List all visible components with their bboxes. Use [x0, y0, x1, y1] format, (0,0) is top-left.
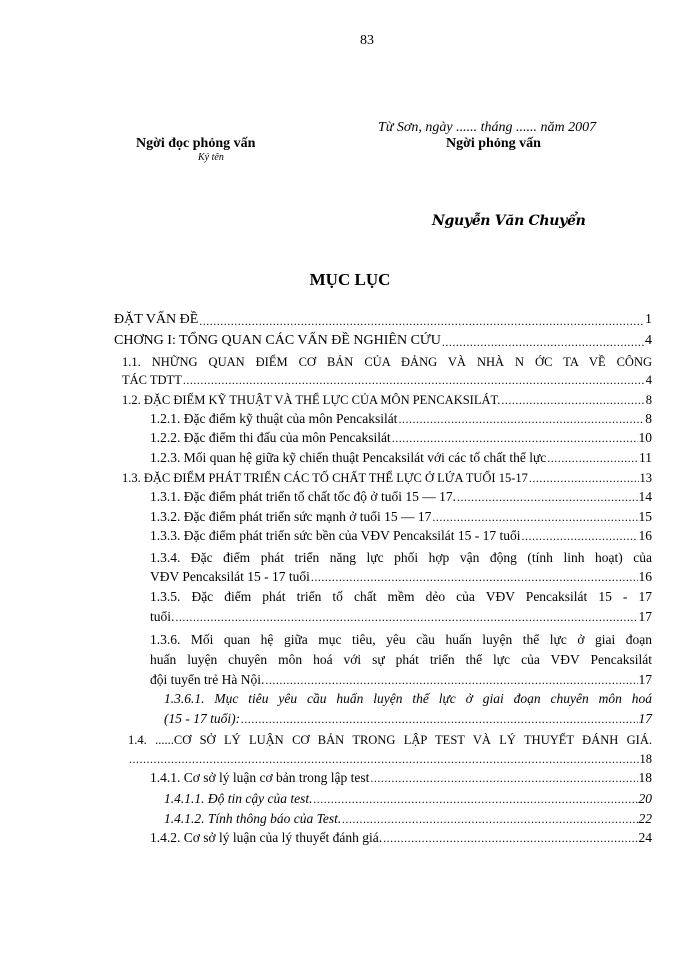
toc-entry-text: tuổi.	[150, 608, 175, 624]
reader-label: Ngời đọc phỏng vấn	[136, 136, 256, 151]
toc-leader	[342, 813, 637, 825]
toc-entry-text: 1.2.3. Mối quan hệ giữa kỹ chiến thuật Pencaksilát với các tố chất thể lực	[150, 449, 547, 465]
toc-entry[interactable]	[150, 648, 652, 666]
toc-entry-text: 1.2.2. Đặc điểm thi đấu của môn Pencaksilát	[150, 429, 391, 445]
toc-leader	[199, 315, 644, 327]
toc-leader	[442, 336, 644, 348]
toc-entry-page: 4	[645, 333, 652, 348]
toc-entry-text: (15 - 17 tuổi):	[164, 710, 241, 726]
toc-leader	[370, 772, 637, 784]
toc-entry-page: 11	[639, 449, 652, 465]
toc-entry[interactable]	[150, 546, 652, 564]
toc-leader	[383, 832, 637, 844]
toc-entry-text: 1.4.1.2. Tính thông báo của Test.	[164, 810, 342, 826]
toc-entry[interactable]	[122, 350, 652, 368]
toc-entry-text: 1.4.2. Cơ sở lý luận của lý thuyết đánh giá.	[150, 829, 383, 845]
toc-leader	[522, 530, 638, 542]
toc-leader	[457, 491, 638, 503]
toc-entry-text: 1.3.6.1. Mục tiêu yêu cầu huấn luyện thể lực ở giai đoạn chuyên môn hoá	[164, 690, 652, 706]
toc-entry[interactable]	[164, 707, 652, 725]
date-line: Từ Sơn, ngày ...... tháng ...... năm 2007	[378, 120, 597, 135]
toc-leader	[311, 571, 638, 583]
toc-entry-text: CHƠNG I: TỔNG QUAN CÁC VẤN ĐỀ NGHIÊN CỨU	[114, 333, 441, 348]
toc-entry[interactable]	[150, 826, 652, 844]
reader-sign-label: Ký tên	[198, 152, 224, 163]
toc-entry[interactable]	[150, 605, 652, 623]
toc-entry-text: VĐV Pencaksilát 15 - 17 tuổi	[150, 568, 310, 584]
signature-name: Nguyễn Văn Chuyển	[432, 213, 586, 229]
toc-entry[interactable]	[150, 565, 652, 583]
toc-entry-text: 1.3.3. Đặc điểm phát triển sức bền của VĐV Pencaksilát 15 - 17 tuổi	[150, 527, 521, 543]
toc-entry-page: 20	[638, 790, 652, 806]
toc-entry-page: 24	[638, 829, 652, 845]
toc-entry-text: 1.2.1. Đặc điểm kỹ thuật của môn Pencaksilát	[150, 410, 398, 426]
toc-entry-text: 1.3.2. Đặc điểm phát triển sức mạnh ở tuổi 15 — 17	[150, 508, 432, 524]
toc-entry-page: 13	[639, 470, 652, 485]
toc-entry-text: 1.3.1. Đặc điểm phát triển tố chất tốc độ ở tuổi 15 — 17.	[150, 488, 456, 504]
toc-leader	[241, 713, 637, 725]
toc-entry[interactable]	[128, 747, 652, 765]
toc-leader	[183, 374, 645, 386]
toc-entry[interactable]	[128, 728, 652, 746]
toc-leader	[313, 793, 637, 805]
toc-leader	[432, 511, 637, 523]
toc-leader	[265, 674, 637, 686]
interviewer-label: Ngời phỏng vấn	[446, 136, 541, 151]
toc-entry[interactable]	[164, 687, 652, 705]
toc-entry-text: TÁC TDTT	[122, 372, 182, 387]
toc-leader	[129, 753, 639, 765]
toc-entry-text: 1.3.6. Mối quan hệ giữa mục tiêu, yêu cầu huấn luyện thể lực ở giai đoạn	[150, 631, 652, 647]
toc-entry-page: 8	[645, 392, 652, 407]
toc-entry-page: 8	[645, 410, 652, 426]
toc-entry-text: huấn luyện chuyên môn hoá với sự phát triển thể lực của VĐV Pencaksilát	[150, 651, 652, 667]
toc-entry-page: 10	[638, 429, 652, 445]
toc-leader	[392, 432, 638, 444]
toc-entry[interactable]	[150, 407, 652, 425]
toc-entry[interactable]	[150, 505, 652, 523]
toc-entry[interactable]	[114, 309, 652, 327]
toc-entry[interactable]	[150, 426, 652, 444]
toc-entry-text: 1.4.1. Cơ sở lý luận cơ bản trong lập test	[150, 769, 370, 785]
toc-entry-page: 15	[638, 508, 652, 524]
toc-leader	[175, 611, 637, 623]
toc-entry[interactable]	[150, 668, 652, 686]
toc-title: MỤC LỤC	[309, 270, 391, 289]
toc-entry-text: 1.3.5. Đặc điểm phát triển tố chất mềm dẻo của VĐV Pencaksilát 15 - 17	[150, 588, 652, 604]
toc-entry[interactable]	[150, 524, 652, 542]
toc-entry[interactable]	[164, 807, 652, 825]
toc-entry-page: 18	[639, 751, 652, 766]
toc-entry-page: 16	[638, 527, 652, 543]
toc-entry-text: ĐẶT VẤN ĐỀ	[114, 312, 199, 327]
toc-entry-text: 1.2. ĐẶC ĐIỂM KỸ THUẬT VÀ THỂ LỰC CỦA MÔN PENCAKSILÁT.	[122, 392, 501, 407]
toc-entry-page: 17	[638, 671, 652, 687]
toc-entry-page: 17	[638, 710, 652, 726]
toc-entry-text: 1.1. NHỮNG QUAN ĐIỂM CƠ BẢN CỦA ĐẢNG VÀ NHÀ N ỚC TA VỀ CÔNG	[122, 354, 652, 369]
toc-entry-text: 1.3.4. Đặc điểm phát triển năng lực phối hợp vận động (tính linh hoạt) của	[150, 549, 652, 565]
toc-entry-page: 18	[638, 769, 652, 785]
toc-entry-page: 1	[645, 312, 652, 327]
toc-leader	[398, 413, 644, 425]
toc-entry-text: 1.4.1.1. Độ tin cậy của test.	[164, 790, 313, 806]
toc-entry[interactable]	[150, 446, 652, 464]
toc-entry-page: 22	[638, 810, 652, 826]
toc-entry-page: 4	[645, 372, 652, 387]
toc-entry-page: 14	[638, 488, 652, 504]
toc-entry[interactable]	[122, 368, 652, 386]
toc-entry[interactable]	[122, 466, 652, 484]
toc-leader	[529, 472, 639, 484]
toc-entry[interactable]	[150, 766, 652, 784]
toc-leader	[501, 394, 644, 406]
toc-entry-page: 17	[638, 608, 652, 624]
toc-entry-text: 1.3. ĐẶC ĐIỂM PHÁT TRIỂN CÁC TỐ CHẤT THỂ LỰC Ở LỨA TUỔI 15-17	[122, 470, 528, 485]
page-number: 83	[360, 33, 374, 48]
toc-entry[interactable]	[150, 485, 652, 503]
toc-entry[interactable]	[122, 388, 652, 406]
toc-entry[interactable]	[114, 330, 652, 348]
toc-entry[interactable]	[150, 628, 652, 646]
toc-entry[interactable]	[164, 787, 652, 805]
toc-leader	[547, 452, 638, 464]
toc-entry-text: đội tuyển trẻ Hà Nội.	[150, 671, 265, 687]
toc-entry[interactable]	[150, 585, 652, 603]
toc-entry-text: 1.4. ......CƠ SỞ LÝ LUẬN CƠ BẢN TRONG LẬP TEST VÀ LÝ THUYẾT ĐÁNH GIÁ.	[128, 732, 652, 747]
toc-entry-page: 16	[638, 568, 652, 584]
